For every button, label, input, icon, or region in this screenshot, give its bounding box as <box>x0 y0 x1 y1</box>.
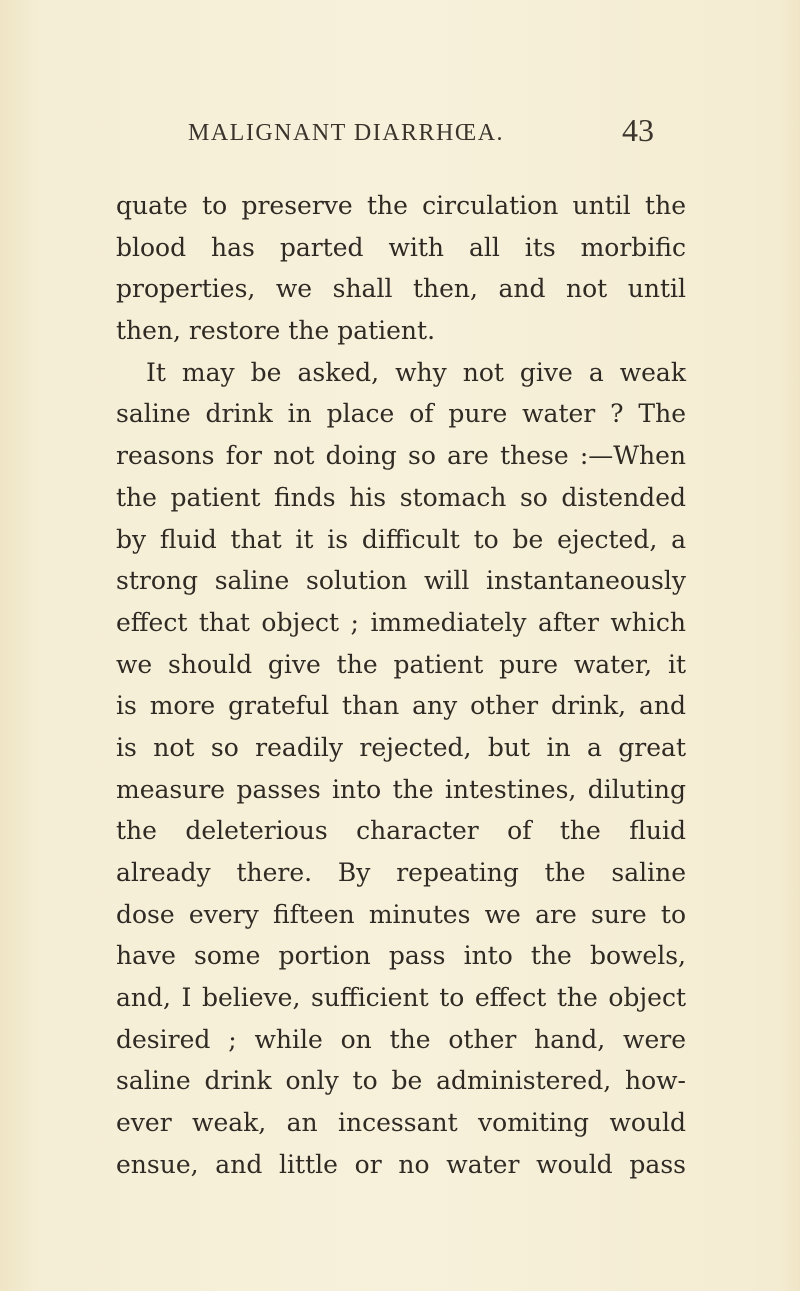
text-line: effect that object ; immediately after which <box>116 607 686 637</box>
text-line: measure passes into the intestines, diluting <box>116 774 686 804</box>
text-line: by fluid that it is difficult to be ejected, a <box>116 524 686 554</box>
text-line: It may be asked, why not give a weak <box>146 357 686 387</box>
text-line: dose every fifteen minutes we are sure to <box>116 899 686 929</box>
page-number: 43 <box>622 112 654 148</box>
running-head <box>0 112 800 152</box>
text-line: the deleterious character of the fluid <box>116 816 686 846</box>
text-line: ensue, and little or no water would pass <box>116 1149 686 1179</box>
body-text <box>116 185 686 1186</box>
text-line: then, restore the patient. <box>116 316 436 346</box>
text-line: is not so readily rejected, but in a great <box>116 732 686 762</box>
text-line: is more grateful than any other drink, and <box>116 691 686 721</box>
text-line: the patient finds his stomach so distended <box>116 482 686 512</box>
text-line: and, I believe, sufficient to effect the object <box>116 983 686 1013</box>
text-line: ever weak, an incessant vomiting would <box>116 1108 686 1138</box>
text-line: desired ; while on the other hand, were <box>116 1024 686 1054</box>
text-line: saline drink only to be administered, how- <box>116 1066 686 1096</box>
text-line: reasons for not doing so are these :—When <box>116 441 686 471</box>
text-line: quate to preserve the circulation until the <box>116 191 686 220</box>
text-line: blood has parted with all its morbific <box>116 232 686 262</box>
text-line: we should give the patient pure water, it <box>116 649 686 679</box>
text-line: properties, we shall then, and not until <box>116 274 686 304</box>
text-line: saline drink in place of pure water ? The <box>116 399 686 429</box>
text-line: strong saline solution will instantaneously <box>116 566 686 596</box>
text-line: have some portion pass into the bowels, <box>116 941 686 971</box>
text-line: already there. By repeating the saline <box>116 858 686 887</box>
running-head-title: MALIGNANT DIARRHŒA. <box>188 120 505 146</box>
